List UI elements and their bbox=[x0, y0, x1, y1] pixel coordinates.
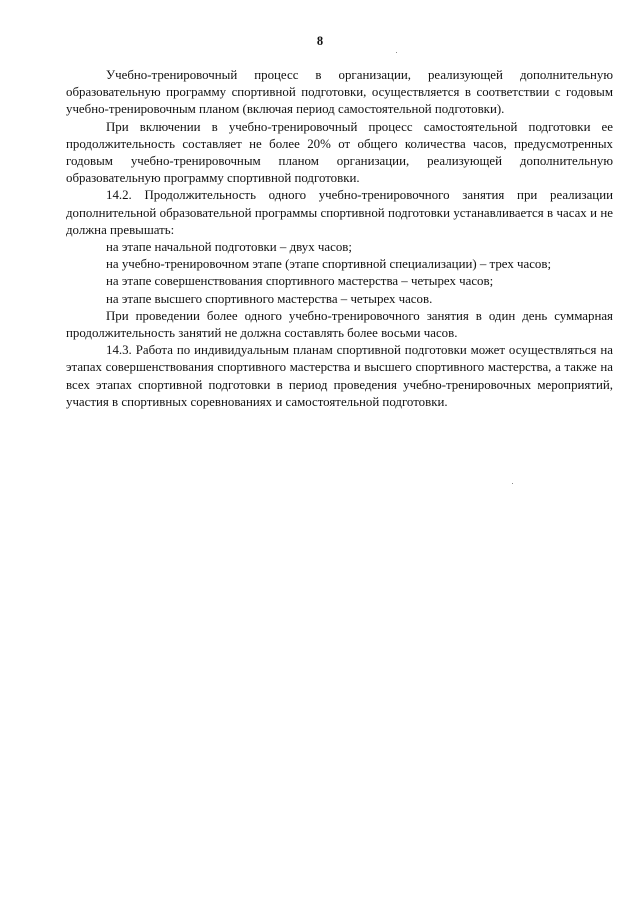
paragraph-14-2: 14.2. Продолжительность одного учебно-тренировочного занятия при реализации дополнительной образовательной программы спортивной подготовки устанавливается в часах и не должна превышать: bbox=[66, 188, 613, 237]
list-item-higher-mastery-stage: на этапе высшего спортивного мастерства – четырех часов. bbox=[106, 291, 433, 306]
page-number: 8 bbox=[316, 34, 324, 48]
scan-artifact bbox=[512, 483, 513, 484]
paragraph-daily-limit: При проведении более одного учебно-тренировочного занятия в один день суммарная продолжительность занятий не должна составлять более восьми часов. bbox=[66, 308, 613, 341]
paragraph-self-preparation: При включении в учебно-тренировочный процесс самостоятельной подготовки ее продолжительность составляет не более 20% от общего количества часов, предусмотренных годовым учебно-тренировочным планом организации, реализующей дополнительную образовательную программу спортивной подготовки. bbox=[66, 119, 613, 186]
paragraph-training-process: Учебно-тренировочный процесс в организации, реализующей дополнительную образовательную программу спортивной подготовки, осуществляется в соответствии с годовым учебно-тренировочным планом (включая период самостоятельной подготовки). bbox=[66, 68, 613, 117]
paragraph-14-3: 14.3. Работа по индивидуальным планам спортивной подготовки может осуществляться на этапах совершенствования спортивного мастерства и высшего спортивного мастерства, а также на всех этапах спортивной подготовки в период проведения учебно-тренировочных мероприятий, участия в спортивных соревнованиях и самостоятельной подготовки. bbox=[66, 343, 613, 409]
list-item-training-stage: на учебно-тренировочном этапе (этапе спортивной специализации) – трех часов; bbox=[106, 257, 552, 272]
list-item-initial-stage: на этапе начальной подготовки – двух часов; bbox=[106, 240, 352, 255]
scan-artifact bbox=[396, 52, 397, 53]
list-item-improvement-stage: на этапе совершенствования спортивного мастерства – четырех часов; bbox=[106, 274, 494, 289]
document-body bbox=[66, 67, 613, 411]
